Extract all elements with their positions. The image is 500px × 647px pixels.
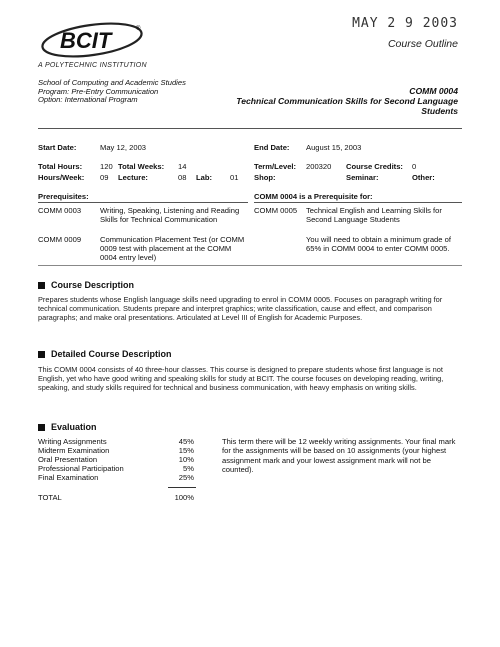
course-code: COMM 0004 — [409, 86, 458, 96]
evaluation-item-value: 15% — [178, 446, 194, 455]
school-name: School of Computing and Academic Studies — [38, 78, 186, 87]
evaluation-total-label: TOTAL — [38, 493, 62, 502]
total-hours-value: 120 — [100, 162, 113, 171]
evaluation-item-label: Professional Participation — [38, 464, 124, 473]
bullet-icon — [38, 282, 45, 289]
document-type-label: Course Outline — [387, 38, 458, 50]
prereq-code: COMM 0009 — [38, 235, 82, 244]
evaluation-item-label: Midterm Examination — [38, 446, 110, 455]
total-hours-label: Total Hours: — [38, 162, 83, 171]
prerequisites-label: Prerequisites: — [38, 192, 248, 203]
total-weeks-value: 14 — [178, 162, 187, 171]
lab-label: Lab: — [196, 173, 213, 182]
other-label: Other: — [412, 173, 435, 182]
evaluation-heading: Evaluation — [51, 422, 97, 432]
logo-wordmark: BCIT — [60, 28, 112, 53]
bullet-icon — [38, 424, 45, 431]
evaluation-item-value: 10% — [178, 455, 194, 464]
evaluation-item-value: 5% — [183, 464, 194, 473]
course-title: Technical Communication Skills for Second Language Students — [236, 96, 458, 116]
bcit-logo — [36, 18, 154, 64]
school-block — [38, 79, 186, 105]
institution-tagline: A POLYTECHNIC INSTITUTION — [38, 62, 147, 69]
evaluation-total-value: 100% — [174, 493, 194, 502]
prereq-for-code: COMM 0005 — [254, 206, 298, 215]
end-date-value: August 15, 2003 — [306, 143, 362, 152]
term-value: 200320 — [306, 162, 332, 171]
prereq-desc: Communication Placement Test (or COMM 0009 test with placement at the COMM 0004 entry level) — [100, 235, 245, 262]
section-heading — [38, 280, 134, 290]
lecture-value: 08 — [178, 173, 187, 182]
prereq-desc: Writing, Speaking, Listening and Reading Skills for Technical Communication — [100, 206, 240, 224]
prereq-for-note: You will need to obtain a minimum grade of 65% in COMM 0004 to enter COMM 0005. — [306, 235, 451, 253]
section-heading — [38, 422, 97, 432]
detailed-description-heading: Detailed Course Description — [51, 349, 172, 359]
hours-week-value: 09 — [100, 173, 109, 182]
lecture-label: Lecture: — [118, 173, 148, 182]
prereq-for-desc: Technical English and Learning Skills for Second Language Students — [306, 206, 442, 224]
total-rule — [168, 487, 196, 488]
hours-week-label: Hours/Week: — [38, 173, 85, 182]
prerequisite-for-label: COMM 0004 is a Prerequisite for: — [254, 192, 462, 203]
divider — [38, 128, 462, 129]
evaluation-item-label: Writing Assignments — [38, 437, 107, 446]
credits-value: 0 — [412, 162, 417, 171]
credits-label: Course Credits: — [346, 162, 403, 171]
program-name: Program: Pre-Entry Communication — [38, 86, 159, 96]
evaluation-item-label: Final Examination — [38, 473, 99, 482]
prereq-code: COMM 0003 — [38, 206, 82, 215]
evaluation-item-value: 25% — [178, 473, 194, 482]
shop-label: Shop: — [254, 173, 276, 182]
total-weeks-label: Total Weeks: — [118, 162, 165, 171]
svg-text:®: ® — [136, 26, 141, 32]
option-name: Option: International Program — [38, 95, 138, 105]
section-heading — [38, 349, 172, 359]
detailed-description-text: This COMM 0004 consists of 40 three-hour classes. This course is designed to prepare students whose first language is not English, yet who have good writing and speaking skills for study at BCIT. The course focuses on developing reading, writing, speaking, and study skills required for technical and business communication, with heavy emphasis on writing skills. — [38, 365, 444, 392]
evaluation-note: This term there will be 12 weekly writing assignments. Your final mark for the assignments will be based on 10 assignments (your highest assignment mark and your lowest assignment mark will not be counted). — [222, 437, 456, 475]
bullet-icon — [38, 351, 45, 358]
start-date-value: May 12, 2003 — [100, 143, 147, 152]
start-date-label: Start Date: — [38, 143, 77, 152]
end-date-label: End Date: — [254, 143, 290, 152]
divider — [38, 265, 462, 266]
course-description-heading: Course Description — [51, 280, 135, 290]
evaluation-item-value: 45% — [178, 437, 194, 446]
seminar-label: Seminar: — [346, 173, 379, 182]
received-date-stamp: MAY 2 9 2003 — [352, 16, 458, 31]
evaluation-item-label: Oral Presentation — [38, 455, 98, 464]
lab-value: 01 — [230, 173, 239, 182]
term-label: Term/Level: — [254, 162, 297, 171]
course-description-text: Prepares students whose English language skills need upgrading to enrol in COMM 0005. Focuses on paragraph writing for technical communication. Students prepare and interpret graphics; write classification, cause and effect, and comparison paragraphs; and make oral presentations. Articulated at Level III of English for Academic Purposes. — [38, 295, 443, 322]
